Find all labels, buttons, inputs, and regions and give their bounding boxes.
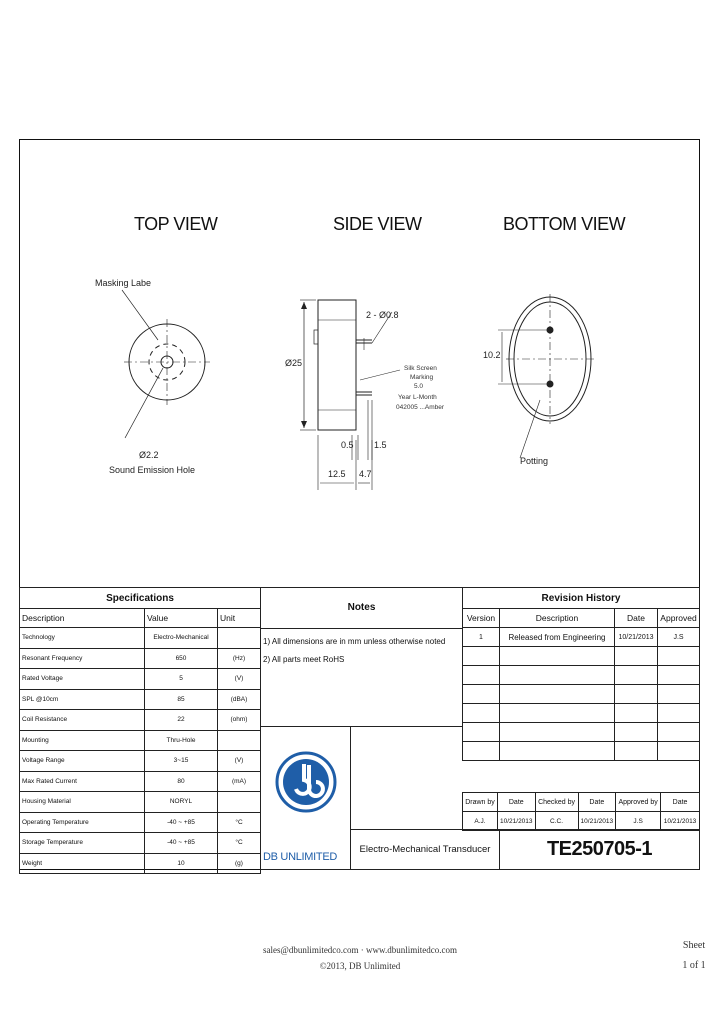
potting-callout: Potting xyxy=(520,456,549,466)
spec-value-cell: 22 xyxy=(145,710,218,731)
approved-date-value: 10/21/2013 xyxy=(661,812,700,831)
spec-unit-cell: (ohm) xyxy=(218,710,261,731)
approved-by-label: Approved by xyxy=(616,793,661,812)
spec-row xyxy=(20,771,261,792)
pin-spacing-dimension: 10.2 xyxy=(483,350,501,360)
spec-unit-cell: °C xyxy=(218,833,261,854)
spec-description-cell: Mounting xyxy=(20,730,145,751)
spec-unit-cell: (dBA) xyxy=(218,689,261,710)
spec-description-cell: Weight xyxy=(20,853,145,874)
spec-unit-cell xyxy=(218,730,261,751)
revision-approved-cell xyxy=(658,742,700,761)
revision-version-cell xyxy=(463,742,500,761)
signoff-table xyxy=(462,792,700,831)
revision-approved-cell: J.S xyxy=(658,628,700,647)
spec-value-cell: Electro-Mechanical xyxy=(145,628,218,649)
revision-date-cell xyxy=(615,742,658,761)
spec-description-cell: Resonant Frequency xyxy=(20,648,145,669)
spec-row xyxy=(20,853,261,874)
revision-history-table xyxy=(462,587,700,761)
revision-date-cell: 10/21/2013 xyxy=(615,628,658,647)
revision-row xyxy=(463,685,700,704)
spec-description-cell: SPL @10cm xyxy=(20,689,145,710)
revision-approved-cell xyxy=(658,685,700,704)
checked-by-label: Checked by xyxy=(535,793,578,812)
spec-row xyxy=(20,689,261,710)
spec-unit-cell xyxy=(218,792,261,813)
spec-row xyxy=(20,648,261,669)
revision-version-cell xyxy=(463,647,500,666)
revision-version-cell xyxy=(463,666,500,685)
spec-col-description: Description xyxy=(20,609,145,628)
revision-row xyxy=(463,666,700,685)
revision-description-cell: Released from Engineering xyxy=(500,628,615,647)
drawn-by-label: Drawn by xyxy=(463,793,498,812)
sheet-value: 1 of 1 xyxy=(682,960,706,971)
brand-name: DB UNLIMITED xyxy=(263,851,338,863)
revision-description-cell xyxy=(500,704,615,723)
top-view-drawing xyxy=(122,290,210,438)
product-title: Electro-Mechanical Transducer xyxy=(350,829,500,870)
spec-description-cell: Operating Temperature xyxy=(20,812,145,833)
spec-description-cell: Coil Resistance xyxy=(20,710,145,731)
spec-row xyxy=(20,792,261,813)
revision-row xyxy=(463,628,700,647)
silk-screen-line1: Silk Screen xyxy=(404,365,437,372)
side-view-drawing xyxy=(300,300,400,490)
spec-row xyxy=(20,812,261,833)
part-number: TE250705-1 xyxy=(499,829,700,870)
silk-screen-line3: 5.0 xyxy=(414,383,424,390)
revision-date-cell xyxy=(615,685,658,704)
body-diameter-dimension: Ø25 xyxy=(285,358,303,368)
spec-col-unit: Unit xyxy=(218,609,261,628)
approved-date-label: Date xyxy=(661,793,700,812)
rev-col-date: Date xyxy=(615,609,658,628)
silk-screen-line5: 042005 ...Amber xyxy=(396,404,445,411)
spec-unit-cell xyxy=(218,628,261,649)
spec-unit-cell: °C xyxy=(218,812,261,833)
dim-12-5: 12.5 xyxy=(328,469,346,479)
revision-version-cell xyxy=(463,704,500,723)
revision-date-cell xyxy=(615,704,658,723)
revision-description-cell xyxy=(500,685,615,704)
spec-description-cell: Storage Temperature xyxy=(20,833,145,854)
bottom-view-drawing xyxy=(498,294,594,458)
spec-row xyxy=(20,669,261,690)
rev-col-description: Description xyxy=(500,609,615,628)
spec-col-value: Value xyxy=(145,609,218,628)
rev-col-version: Version xyxy=(463,609,500,628)
drawn-date-value: 10/21/2013 xyxy=(498,812,536,831)
masking-label-callout: Masking Labe xyxy=(95,278,152,288)
notes-list xyxy=(261,629,462,673)
revision-description-cell xyxy=(500,723,615,742)
company-logo xyxy=(261,727,350,847)
bottom-view-title: BOTTOM VIEW xyxy=(503,214,626,234)
drawn-date-label: Date xyxy=(498,793,536,812)
revision-version-cell: 1 xyxy=(463,628,500,647)
revision-row xyxy=(463,723,700,742)
spec-value-cell: 5 xyxy=(145,669,218,690)
sheet-label: Sheet xyxy=(682,940,706,951)
spec-description-cell: Housing Material xyxy=(20,792,145,813)
note-item: 1) All dimensions are in mm unless otherwise noted xyxy=(263,637,446,646)
specifications-table xyxy=(19,587,261,874)
pin-diameter-callout: 2 - Ø0.8 xyxy=(366,310,399,320)
revision-row xyxy=(463,704,700,723)
revision-row xyxy=(463,647,700,666)
revision-description-cell xyxy=(500,742,615,761)
spec-unit-cell: (Hz) xyxy=(218,648,261,669)
spec-value-cell: 80 xyxy=(145,771,218,792)
spec-row xyxy=(20,751,261,772)
spec-row xyxy=(20,833,261,854)
revision-approved-cell xyxy=(658,704,700,723)
spec-value-cell: Thru-Hole xyxy=(145,730,218,751)
revision-description-cell xyxy=(500,666,615,685)
checked-by-value: C.C. xyxy=(535,812,578,831)
logo-box xyxy=(260,726,351,870)
top-view-title: TOP VIEW xyxy=(134,214,218,234)
spec-value-cell: -40 ~ +85 xyxy=(145,812,218,833)
notes-title: Notes xyxy=(261,588,462,629)
revision-date-cell xyxy=(615,666,658,685)
revision-approved-cell xyxy=(658,647,700,666)
note-item: 2) All parts meet RoHS xyxy=(263,655,345,664)
spec-row xyxy=(20,628,261,649)
silk-screen-line2: Marking xyxy=(410,374,434,381)
spec-value-cell: NORYL xyxy=(145,792,218,813)
spec-row xyxy=(20,730,261,751)
spec-description-cell: Voltage Range xyxy=(20,751,145,772)
revision-description-cell xyxy=(500,647,615,666)
copyright-line: ©2013, DB Unlimited xyxy=(319,961,401,971)
revision-version-cell xyxy=(463,685,500,704)
dim-1-5: 1.5 xyxy=(374,440,387,450)
revision-row xyxy=(463,742,700,761)
hole-diameter-callout: Ø2.2 xyxy=(139,450,159,460)
approved-by-value: J.S xyxy=(616,812,661,831)
spec-value-cell: 3~15 xyxy=(145,751,218,772)
checked-date-value: 10/21/2013 xyxy=(578,812,616,831)
spec-unit-cell: (mA) xyxy=(218,771,261,792)
silk-screen-line4: Year L-Month xyxy=(398,394,437,401)
spec-value-cell: 85 xyxy=(145,689,218,710)
contact-line: sales@dbunlimitedco.com · www.dbunlimitedco.com xyxy=(263,945,457,955)
revision-approved-cell xyxy=(658,666,700,685)
spec-unit-cell: (V) xyxy=(218,751,261,772)
spec-unit-cell: (V) xyxy=(218,669,261,690)
sound-hole-callout: Sound Emission Hole xyxy=(109,465,196,475)
revision-date-cell xyxy=(615,723,658,742)
spec-description-cell: Max Rated Current xyxy=(20,771,145,792)
spec-value-cell: -40 ~ +85 xyxy=(145,833,218,854)
spec-row xyxy=(20,710,261,731)
notes-panel xyxy=(260,587,463,727)
revision-date-cell xyxy=(615,647,658,666)
revision-title: Revision History xyxy=(463,588,700,609)
revision-approved-cell xyxy=(658,723,700,742)
side-view-title: SIDE VIEW xyxy=(333,214,422,234)
rev-col-approved: Approved xyxy=(658,609,700,628)
dim-0-5: 0.5 xyxy=(341,440,354,450)
dim-4-7: 4.7 xyxy=(359,469,372,479)
checked-date-label: Date xyxy=(578,793,616,812)
spec-value-cell: 10 xyxy=(145,853,218,874)
revision-version-cell xyxy=(463,723,500,742)
specifications-title: Specifications xyxy=(20,588,261,609)
spec-value-cell: 650 xyxy=(145,648,218,669)
spec-description-cell: Rated Voltage xyxy=(20,669,145,690)
drawn-by-value: A.J. xyxy=(463,812,498,831)
spec-unit-cell: (g) xyxy=(218,853,261,874)
spec-description-cell: Technology xyxy=(20,628,145,649)
